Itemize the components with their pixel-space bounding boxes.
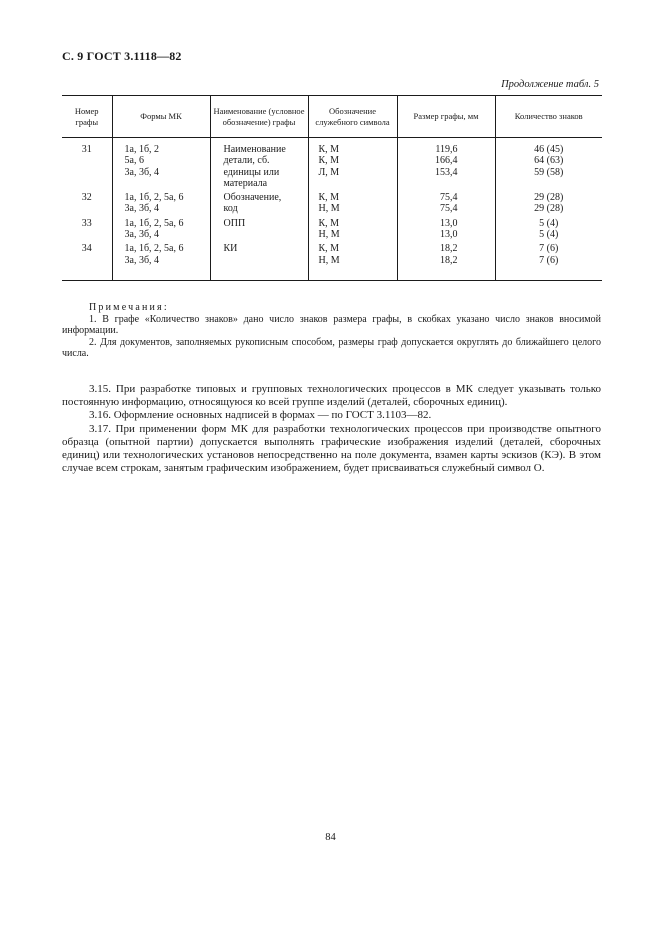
count-cell: 46 (45) [534,144,564,155]
count-cell: 7 (6) [539,243,559,255]
size-cell: 18,2 [440,243,458,255]
name-cell: единицы или [223,166,280,178]
header-col-name: Наименование (условное обозначение) графы [210,96,308,138]
header-col-number: Номер графы [62,96,112,138]
table-header-row [62,96,602,138]
count-cell: 5 (4) [539,229,559,241]
note-item: 2. Для документов, заполняемых рукописным способом, размеры граф допускается округлять до ближайшего целого числа. [62,336,601,359]
size-cell: 119,6 [435,144,458,155]
header-col-count: Количество знаков [495,96,602,138]
row-number: 34 [81,243,92,255]
forms-cell: 3а, 3б, 4 [124,203,160,215]
count-cell: 64 (63) [534,155,564,167]
count-cell: 59 (58) [534,166,564,178]
size-cell: 153,4 [435,166,458,178]
symbol-cell: Н, М [318,203,340,215]
count-cell: 29 (28) [534,192,564,204]
symbol-cell: К, М [318,144,340,155]
name-cell: код [223,203,238,215]
table-notes [62,302,601,360]
page-header: С. 9 ГОСТ 3.1118—82 [62,49,182,63]
header-col-symbol: Обозначение служебного символа [308,96,397,138]
row-number: 33 [81,217,92,229]
header-col-forms: Формы МК [112,96,210,138]
forms-cell: 1а, 1б, 2, 5а, 6 [124,217,184,229]
symbol-cell: Н, М [318,254,340,266]
name-cell: Обозначение, [223,192,282,204]
symbol-cell: К, М [318,243,340,255]
paragraph: 3.16. Оформление основных надписей в формах — по ГОСТ 3.1103—82. [89,409,432,422]
table-row [62,138,602,190]
symbol-cell: К, М [318,192,340,204]
symbol-cell: Л, М [318,166,340,178]
forms-cell: 1а, 1б, 2, 5а, 6 [124,243,184,255]
name-cell: ОПП [223,217,246,229]
table-5 [62,95,602,281]
forms-cell: 3а, 3б, 4 [124,166,160,178]
header-col-size: Размер графы, мм [397,96,495,138]
size-cell: 13,0 [440,229,458,241]
symbol-cell: К, М [318,217,340,229]
forms-cell: 1а, 1б, 2 [124,144,160,155]
name-cell: Наименование [223,144,286,155]
row-number: 32 [81,192,92,204]
paragraph: 3.15. При разработке типовых и групповых технологических процессов в МК следует указывать только постоянную информацию, относящуюся ко всей группе изделий (деталей, сборочных единиц). [62,383,601,409]
page-number: 84 [325,832,336,843]
size-cell: 18,2 [440,254,458,266]
paragraph: 3.17. При применении форм МК для разработки технологических процессов при производстве опытного образца (опытной партии) допускается выполнять графические изображения изделий (деталей, сборочных единиц) или технологических установов непосредственно на поле документа, взамен карты эскизов (КЭ). В этом случае всем строкам, занятым графическим изображением, будет присваиваться служебный символ О. [62,422,601,475]
forms-cell: 3а, 3б, 4 [124,229,160,241]
count-cell: 7 (6) [539,254,559,266]
table-row [62,189,602,215]
symbol-cell: Н, М [318,229,340,241]
count-cell: 5 (4) [539,217,559,229]
table-row [62,240,602,280]
body-text [62,383,601,475]
size-cell: 13,0 [440,217,458,229]
size-cell: 166,4 [435,155,458,167]
symbol-cell: К, М [318,155,340,167]
size-cell: 75,4 [440,192,458,204]
name-cell: КИ [223,243,238,255]
forms-cell: 3а, 3б, 4 [124,254,160,266]
name-cell: детали, сб. [223,155,270,167]
note-item: 1. В графе «Количество знаков» дано число знаков размера графы, в скобках указано число знаков вносимой информации. [62,313,601,336]
row-number: 31 [81,144,92,155]
table-row [62,215,602,241]
forms-cell: 1а, 1б, 2, 5а, 6 [124,192,184,204]
count-cell: 29 (28) [534,203,564,215]
size-cell: 75,4 [440,203,458,215]
notes-heading: Примечания: [89,302,169,313]
name-cell: материала [223,177,268,189]
forms-cell: 5а, 6 [124,155,144,167]
table-continuation-label: Продолжение табл. 5 [501,79,599,90]
